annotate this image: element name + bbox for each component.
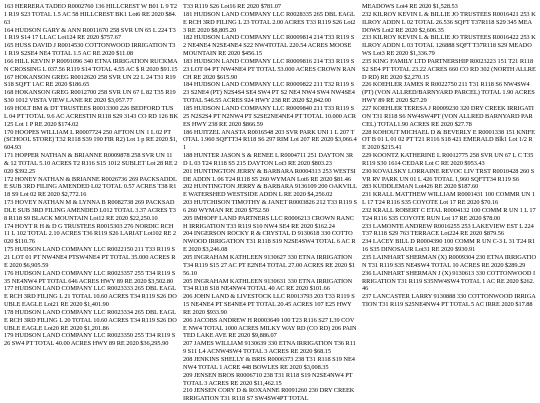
listing-entry: 167 HOKANSON GREG R0012620 258 SVR UN 22 L 24 T31 R19 S18 SQFT 1AC RE 2020 $186.65: [4, 73, 176, 89]
listing-entry: 166 HILL KEVIN P R0091096 340 ETNA IRRIGATION RUCKMAN CROSSING L 037.56 R119 S14 TOTAL 4.55 AC $ R 2020 $91.15: [4, 57, 178, 73]
listing-entry: 178 HUDSON LAND COMPANY LLC R0023334 265 DBL EAGLE RCH 3RD FILING L 20 TOTAL 10.60 ACRES T34 R119 S26 DOUBLE EAGLE Lot20 RE 2020 $1,201.86: [4, 308, 177, 332]
listing-entry: 205 INGRAHAM KATHLEEN 9130627 330 ETNA IRRIGATION T34 R119 S15 27 AC PT E2NE4 TOTAL 27.00 ACRES RE 2020 $156.10: [183, 254, 355, 277]
listing-entry: MEADOWS Lot4 RE 2020 $1,528.53: [362, 3, 458, 10]
listing-entry: 164 HUDSON GARY & ANN R0011670 258 SVR UN 65 L 224 T31 R19 S14 17 LLAC Lot124 RE 2020 $757.67: [4, 26, 176, 42]
listing-entry: 205 IMHOFF LAND PARTNERS LLC R0006213 CROWN RANCH IRRIGATION T33 R119 S10 NW4 SE4 RE 2020 $162.24: [183, 214, 354, 230]
listing-entry: 183 HUDSON LAND COMPANY LLC R0009816 214 T33 R119 S23 LOT 04 PT NW4NE4 PT TOTAL 53.000 ACRES CROWN RANCH RE 2020 $615.90: [183, 57, 356, 81]
listing-entry: 226 KOEHLER JAMES R R0022750 211 T31 R118 S6 NW4SW4 (PT) (VON ALLRED/BARNYARD PARCEL) TOTAL 1.90 ACRES HWY 89 RE 2020 $27.29: [362, 81, 535, 105]
listing-entry: 229 KOONTZ KATHERINE L R0012775 258 SVR UN 67 L C T35 R119 S30 1614 CEDAR Lot C RE 2020 $953.43: [362, 152, 534, 167]
listing-entry: 210 JENSEN CORY D & ROXANNE R0091260 230 DRY CREEK IRRIGATION T31 R118 S7 SW4SW4PT TOTAL: [183, 387, 355, 403]
listing-entry: 207 JAMES WILLIAM 9130639 330 ETNA IRRIGATION T36 R119 S11 L4 ACNW4SW4 TOTAL 3 ACRES RE 2020 $68.15: [183, 340, 356, 356]
listing-entry: 203 HUTCHISON TIMOTHY & JANET R0003826 212 T33 R119 S6 260 WYMAN RE 2020 $752.50: [183, 199, 357, 214]
listing-entry: 169 HOLT BM & DT TRUSTEES R0013300 226 BEDFORD TUS L 04 PT TOTAL 9.6 AC ACRESTIN R118 S29 3143 CO RD 126 BK 125 Lot 1 P RE 2020 $174.02: [4, 104, 178, 128]
listing-entry: 283 KUDDLEMAN Lot426 RE 2020 $187.60: [362, 183, 479, 191]
listing-entry: 181 HUDSON LAND COMPANY LLC R0028335 265 DBL EAGLE RCH 3RD FILING L 23 TOTAL 2.00 ACRES T33 R119 S26 Lot23 RE 2020 $8,805.20: [183, 10, 356, 34]
listing-entry: 182 HUDSON LAND COMPANY LLC R0009814 214 T33 R119 S2 NE4NE4 N2SE4NE4 S22 NW4TOTAL 220.54 ACRES MOOSE MOUNTAIN RE 2020 $456.15: [183, 34, 355, 58]
listing-entry: 206 JOHN LAND & LIVESTOCK LLC R0013793 203 T33 R119 S15 NE4NE4 PT SE4NE4 PT TOTAL 20.45 ACRES 107 E25 HWY RE 2020 $933.90: [183, 293, 355, 316]
listing-entry: T33 R119 S26 Lot16 RE 2020 $781.07: [183, 3, 281, 10]
listing-column-1: [4, 3, 178, 397]
listing-entry: 230 KOVALSKY LORRAINE REVOC LIV TRST R0010428 260 SVR RV PARK UN 01 L 426 TOTAL 1,960 SQFTT34 R119 S6: [362, 167, 535, 183]
listing-entry: 208 JENKINS SHELLY & BRIS R0006373 238 T31 R118 S19 NE4NW4 TOTAL 1 ACRE 448 BOWLES RE 2020 $3,008.35: [183, 355, 355, 371]
listing-entry: 234 LACEY BILL D R0004390 100 COMM R UN C-3 L 31 T24 R116 S35 DINOSAUR Lot31 RE 2020 $930.91: [362, 238, 536, 254]
listing-entry: 170 HOOPES WILLIAM L R0007724 250 AFTON UN 1 L 02 PT (SCHOOL STORE) T32 R118 S39 190 FIR R2) Lot 1 p RE 2020 $1,604.93: [4, 128, 178, 152]
listing-entry: 232 KRALL ROBERT C ETAL R0004132 100 COMM R UN 1 L 17 T24 R116 S35 COYOTE RUN Lot 17 RE 2020 $78.00: [362, 206, 536, 222]
listing-entry: 175 HUDSON LAND COMPANY LLC R0022150 211 T33 R119 S21 LOT 01 PT NW4NE4 PTSW4NE4 PT TOTAL 35.000 ACRES RE 2020 $6,905.59: [4, 246, 176, 269]
listing-entry: 204 INGERSON ROCKY R & CRYSTAL D 9130618 330 COTTONWOOD IRRIGATION T31 R118 S19 N2SE4SW4 TOTAL 6 AC RE 2020 $3,246.08: [183, 230, 356, 254]
listing-entry: 174 HOYT R H & D G TRUSTEES R0015303 276 NORDIC RCH 11 L 102 TOTAL 2.10 ACRES T36 R119 S26 LARIAT Lot102 RE 2020 $110.76: [4, 222, 176, 246]
listing-entry: 185 HUDSON LAND COMPANY LLC R0009840 211 T33 R119 S25 N2S2S4 PT N2NW4 PT S2SE2NE4NE4 PT TOTAL 10.000 ACRES HWY 238 RE 2020 $866.59: [183, 104, 356, 128]
listing-entry: 201 HUNTINGTON JERRY & BARBARA R0004313 253 WESTSIDE ADDN L 06 T24 R118 S5 260 WYMAN Lot6 RE 2020 $81.46: [183, 167, 356, 183]
listing-entry: 176 HUDSON LAND COMPANY LLC R0023357 255 T34 R119 S35 NE4NW4 PT TOTAL 646 ACRES HWY 89 RE 2020 $3,502.80: [4, 269, 176, 285]
listing-entry: 236 LAINHART SHERMAN J (X) 9130613 330 COTTONWOOD IRRIGATION T31 R119 S35NW4SW4 TOTAL 1 AC RE 2020 $262.46: [362, 269, 536, 293]
listing-entry: 209 JENSEN BROS R0006710 238 T31 R118 S19 N2SE4NW4 PT TOTAL 3 ACRES RE 2020 $11,462.15: [183, 371, 353, 387]
listing-entry: 173 HOVEY NATHAN M & LYNNA B R0082738 269 PACKSADDLE SUB 3RD FILING AMENDED L012 TOTAL 3.37 ACRES T38 R118 S9 BLACK MOUNTAIN Lot12 RE 2020 $22,250.10: [4, 199, 176, 222]
document-page: [4, 3, 536, 403]
listing-entry: 233 LAMONTE ANDREW R0016255 253 LAKEVIEW EST L 224 T37 R118 S29 763 TERRACE Lot224 RE 2020 $879.56: [362, 222, 534, 238]
listing-column-3: [362, 3, 536, 397]
listing-entry: 206 JACOBS ANDREW H R0003649 100 T23 R116 S27 L39 COVE NW4 TOTAL 1000 ACRES MILKY WAY RD (CO RD) 206 PAINTED LAKE AVE RE 2020 $9,886.07: [183, 316, 357, 340]
listing-entry: 184 HUDSON LAND COMPANY LLC R0009822 211 T32 R119 S23 S2NE4 (PT) N2S4S4 SE4 SW4 PT S2 NE4 NW4 SW4 NW4SE4 TOTAL 546.55 ACRES 924 HWY 238 RE 2020 $2,842.00: [183, 81, 355, 105]
listing-entry: 165 HUSS DAVID J R0014530 COTTONWOOD IRRIGATION T31 R19 S2SE4 NE4 TOTAL 1.5 AC RE 2020 $11.08: [4, 42, 176, 58]
listing-entry: 179 HUDSON LAND COMPANY LLC R0023350 255 T34 R119 S26 SW4 PT TOTAL 40.00 ACRES HWY 89 RE 2020 $36,295.90: [4, 332, 176, 348]
listing-entry: 177 HUDSON LAND COMPANY LLC R0023333 265 DBL EAGLE RCH 3RD FILING L 21 TOTAL 10.60 ACRES T34 R119 S26 DOUBLE EAGLE Lot21 RE 2020 $1,401.90: [4, 285, 177, 309]
listing-entry: 235 LAINHART SHERMAN (X) R0009304 230 ETNA IRRIGATION T31 R119 S35 NE4SW4 TOTAL 10 ACRES RE 2020 $289.29: [362, 254, 536, 269]
listing-entry: 171 HOPPER NATHAN & BRIANNE R0009878 258 SVR UN 11 & 12 TOTAL 5.10 ACRES T2 R116 S15 1012 SUBLET Lot 28 RE 2020 $392.25: [4, 152, 178, 175]
listing-entry: 186 HUITZEL ANASTA R0016548 203 SVR PARK UNI 1 L 207 TOTAL 1.960 SQFTT34 R118 S6 297 RIM Lot 207 RE 2020 $3,066.41: [183, 128, 357, 152]
listing-entry: 168 HOKANSON GREG R0012700 258 SVR UN 67 L 82 T35 R19 S30 1012 VISTA VIEW LANE RE 2020 $3,057.77: [4, 89, 176, 105]
listing-entry: 172 HONEY NATHAN & BRIANNE R0026736 269 PACKSADDLE SUB 3RD FILING AMENDED L02 TOTAL 0.57 ACRES T38 R118 S9 Lot 02 RE 2020 $2,772.16: [4, 175, 177, 199]
listing-entry: 188 HUNTER JASON S & RENEE L R0004711 251 DAYTON 3RD L 03 T24 R118 S5 215 DAYTON Lot3 RE 2020 $803.23: [183, 152, 354, 167]
listing-column-2: [183, 3, 357, 403]
listing-entry: 205 INGRAHAM KATHLEEN 9130631 330 ETNA IRRIGATION T34 R118 S18 NE4NW4 TOTAL 40 AC RE 2020 $101.66: [183, 277, 353, 293]
listing-entry: 237 LANCASTER LARRY 9130888 330 COTTONWOOD IRRIGATION T31 R119 S25NE4NW4 PT TOTAL 5 AC IRRE 2020 $17.88: [362, 293, 536, 309]
listing-entry: 227 KOEHLER TERESA J R0009230 320 DRY CREEK IRRIGATION T31 R118 S6 NW4SW4PT (VON ALLRED BARNYARD PARCEL) TOTAL1.90 ACRES RE 2020 $27.78: [362, 104, 534, 128]
listing-entry: 228 KOHOUT MICHAEL D & BEVERLY E R0001338 151 KNIFE OT B 01 L 01 02 PT T21 R116 S18 421 EMERALD Blk1 Lot 1/2 RE 2020 $215.41: [362, 128, 535, 152]
listing-entry: 231 KRALL MATTHEW WILLIAM R0001431 100 COMMR UN 1 L 17 T24 R116 S35 COYOTE Lot 17 RE 2020 $70.16: [362, 191, 535, 207]
listing-entry: 233 KILROY KEVIN L & BILLIE JO TRUSTEES R0016422 253 KILROY ADDN L 03 TOTAL 126888 SQFT T37R118 S29 MEADOWS Lot3 RE 2020 $1,336.79: [362, 34, 536, 58]
listing-entry: 163 HERRERA TADEO R0002760 136 HILLCREST W B01 L 9 T21 R19 S23 TOTAL 1.5 AC 58 HILLCREST BK1 Lot6 RE 2020 $84.63: [4, 3, 177, 26]
listing-entry: 235 KING FAMILY LTD PARTNERSHIP R0023223 151 T21 R118 S2 SE4 PT TOTAL 23.22 ACRES 660 CO RD 302 (NORTH ALLRED RD) RE 2020 $2,270.15: [362, 57, 536, 81]
listing-entry: 202 HUNTINGTON JERRY & BARBARA 9136109 200 OAKVILLE WATERSHED WESTSIDE ADDN L RE 2020 $4,256.02: [183, 183, 357, 199]
listing-entry: 232 KILROY KEVIN L & BILLIE JO TRUSTEES R0016421 253 KILROY ADDN L 02 TOTAL 26.536 SQFT T37R118 S29 345 MEADOWS Lot2 RE 2020 $2,606.35: [362, 10, 536, 34]
